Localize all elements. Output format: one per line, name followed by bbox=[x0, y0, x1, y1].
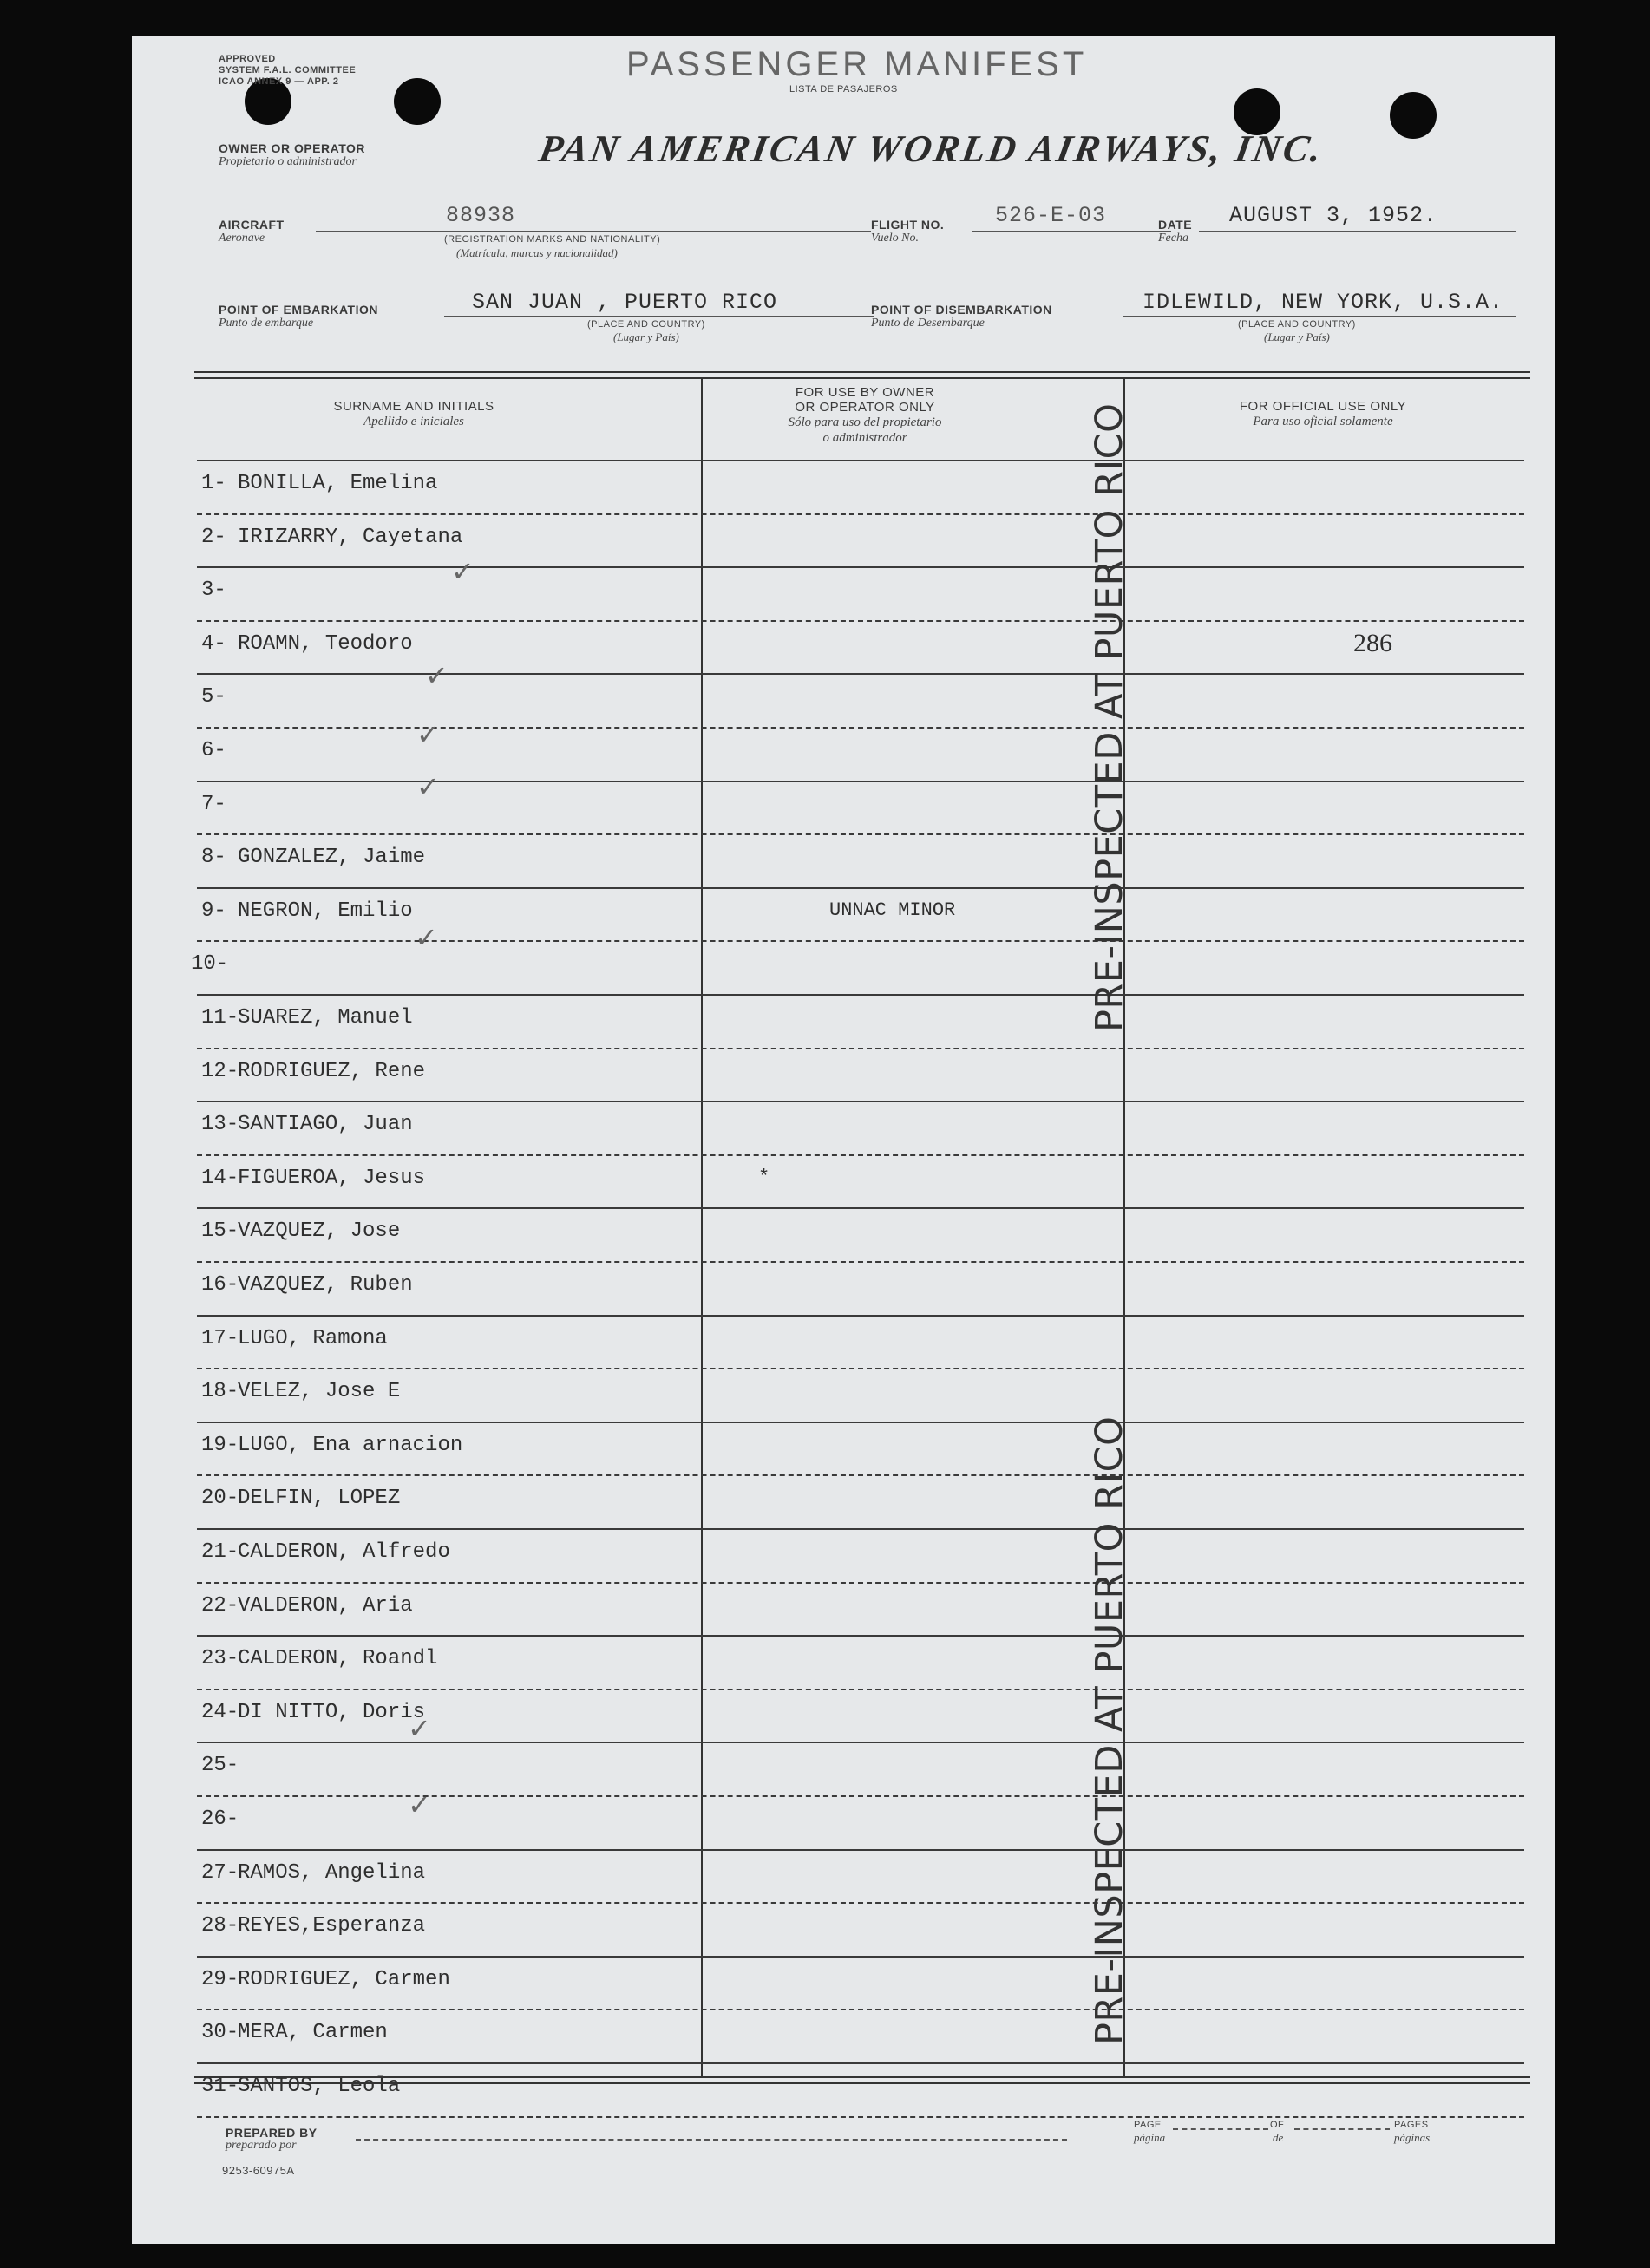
registration-note: (REGISTRATION MARKS AND NATIONALITY) bbox=[444, 234, 661, 245]
embarkation-underline bbox=[444, 316, 874, 317]
passenger-number: 14- bbox=[201, 1167, 239, 1190]
page-label: PAGE bbox=[1134, 2120, 1162, 2130]
column-title: FOR OFFICIAL USE ONLY bbox=[1239, 399, 1407, 414]
flight-value: 526-E-03 bbox=[995, 203, 1107, 228]
row-rule bbox=[197, 1795, 1524, 1797]
passenger-number: 21- bbox=[201, 1540, 239, 1564]
row-rule bbox=[197, 2116, 1524, 2118]
column-title: OR OPERATOR ONLY bbox=[795, 400, 935, 415]
passenger-name: VELEZ, Jose E bbox=[238, 1380, 401, 1403]
passenger-number: 20- bbox=[201, 1487, 239, 1510]
passenger-name: ROAMN, Teodoro bbox=[238, 632, 413, 656]
passenger-name: REYES,Esperanza bbox=[238, 1914, 426, 1938]
row-rule bbox=[197, 460, 1524, 461]
row-rule bbox=[197, 833, 1524, 835]
row-rule bbox=[197, 781, 1524, 782]
row-rule bbox=[197, 994, 1524, 996]
passenger-number: 24- bbox=[201, 1701, 239, 1724]
row-rule bbox=[197, 513, 1524, 515]
passenger-number: 1- bbox=[201, 472, 226, 495]
passenger-name: IRIZARRY, Cayetana bbox=[238, 526, 463, 549]
passenger-name: LUGO, Ena arnacion bbox=[238, 1434, 463, 1457]
passenger-number: 30- bbox=[201, 2021, 239, 2044]
aircraft-label-es: Aeronave bbox=[219, 232, 265, 245]
column-title: SURNAME AND INITIALS bbox=[333, 399, 494, 414]
row-rule bbox=[197, 1422, 1524, 1423]
row-rule bbox=[197, 566, 1524, 568]
row-rule bbox=[197, 2009, 1524, 2010]
column-title-es: Para uso oficial solamente bbox=[1253, 415, 1393, 428]
passenger-name: NEGRON, Emilio bbox=[238, 899, 413, 923]
passenger-number: 23- bbox=[201, 1647, 239, 1670]
disembarkation-label: POINT OF DISEMBARKATION bbox=[871, 303, 1052, 317]
passenger-number: 22- bbox=[201, 1594, 239, 1618]
pre-inspection-stamp: PRE-INSPECTED AT PUERTO RICO bbox=[1088, 1415, 1131, 2045]
passenger-number: 28- bbox=[201, 1914, 239, 1938]
row-rule bbox=[197, 1849, 1524, 1851]
row-rule bbox=[197, 1261, 1524, 1263]
operator-remark: * bbox=[758, 1167, 770, 1188]
passenger-name: RODRIGUEZ, Carmen bbox=[238, 1968, 450, 1991]
passenger-name: SANTIAGO, Juan bbox=[238, 1113, 413, 1136]
punch-hole bbox=[1390, 92, 1437, 139]
of-line bbox=[1294, 2128, 1390, 2130]
manifest-sheet bbox=[132, 36, 1555, 2244]
check-mark: ✓ bbox=[408, 1712, 431, 1745]
passenger-name: CALDERON, Roandl bbox=[238, 1647, 438, 1670]
embarkation-label-es: Punto de embarque bbox=[219, 317, 314, 330]
passenger-name: DELFIN, LOPEZ bbox=[238, 1487, 401, 1510]
registration-note-es: (Matrícula, marcas y nacionalidad) bbox=[456, 246, 618, 259]
place-note-es: (Lugar y País) bbox=[1264, 330, 1330, 343]
date-value: AUGUST 3, 1952. bbox=[1229, 203, 1438, 228]
approval-line: ICAO ANNEX 9 — APP. 2 bbox=[219, 76, 339, 87]
passenger-name: VAZQUEZ, Jose bbox=[238, 1219, 401, 1243]
column-divider bbox=[701, 378, 703, 2076]
aircraft-value: 88938 bbox=[446, 203, 516, 228]
row-rule bbox=[197, 1582, 1524, 1584]
passenger-name: GONZALEZ, Jaime bbox=[238, 846, 426, 869]
aircraft-underline bbox=[316, 231, 871, 232]
row-rule bbox=[197, 1048, 1524, 1049]
approval-line: APPROVED bbox=[219, 54, 276, 64]
passenger-number: 19- bbox=[201, 1434, 239, 1457]
row-rule bbox=[197, 673, 1524, 675]
row-rule bbox=[197, 1902, 1524, 1904]
column-title-es: Sólo para uso del propietario bbox=[788, 415, 942, 429]
check-mark: ✓ bbox=[416, 718, 440, 751]
passenger-number: 27- bbox=[201, 1861, 239, 1885]
passenger-name: LUGO, Ramona bbox=[238, 1327, 388, 1350]
passenger-number: 2- bbox=[201, 526, 226, 549]
place-note: (PLACE AND COUNTRY) bbox=[1238, 319, 1356, 330]
row-rule bbox=[197, 1635, 1524, 1637]
passenger-name: DI NITTO, Doris bbox=[238, 1701, 426, 1724]
row-rule bbox=[197, 1368, 1524, 1369]
disembarkation-label-es: Punto de Desembarque bbox=[871, 317, 985, 330]
pages-label: PAGES bbox=[1394, 2120, 1429, 2130]
row-rule bbox=[197, 1207, 1524, 1209]
check-mark: ✓ bbox=[416, 770, 440, 803]
passenger-number: 26- bbox=[201, 1807, 239, 1831]
row-rule bbox=[197, 1956, 1524, 1958]
passenger-number: 29- bbox=[201, 1968, 239, 1991]
owner-label-es: Propietario o administrador bbox=[219, 155, 357, 168]
passenger-number: 18- bbox=[201, 1380, 239, 1403]
passenger-number: 11- bbox=[201, 1006, 239, 1029]
page-label-es: página bbox=[1134, 2131, 1166, 2144]
pages-label-es: páginas bbox=[1394, 2131, 1431, 2144]
passenger-number: 13- bbox=[201, 1113, 239, 1136]
operator-name: PAN AMERICAN WORLD AIRWAYS, INC. bbox=[535, 127, 1328, 170]
column-title-es: o administrador bbox=[822, 431, 907, 445]
operator-remark: UNNAC MINOR bbox=[829, 899, 956, 921]
page-title: PASSENGER MANIFEST bbox=[626, 45, 1088, 83]
of-label-es: de bbox=[1273, 2131, 1284, 2144]
row-rule bbox=[197, 1689, 1524, 1690]
passenger-name: VAZQUEZ, Ruben bbox=[238, 1273, 413, 1297]
place-note: (PLACE AND COUNTRY) bbox=[587, 319, 705, 330]
date-label: DATE bbox=[1158, 218, 1193, 232]
row-rule bbox=[197, 887, 1524, 889]
row-rule bbox=[197, 1154, 1524, 1156]
passenger-name: RAMOS, Angelina bbox=[238, 1861, 426, 1885]
passenger-number: 17- bbox=[201, 1327, 239, 1350]
embarkation-value: SAN JUAN , PUERTO RICO bbox=[472, 290, 778, 315]
embarkation-label: POINT OF EMBARKATION bbox=[219, 303, 378, 317]
passenger-number: 3- bbox=[201, 578, 226, 602]
check-mark: ✓ bbox=[425, 659, 449, 692]
row-rule bbox=[197, 620, 1524, 622]
row-rule bbox=[197, 1528, 1524, 1530]
passenger-number: 5- bbox=[201, 685, 226, 709]
prepared-by-label: PREPARED BY bbox=[226, 2126, 318, 2140]
column-title: FOR USE BY OWNER bbox=[795, 385, 935, 400]
passenger-number: 9- bbox=[201, 899, 226, 923]
passenger-number: 10- bbox=[191, 952, 229, 976]
passenger-number: 31- bbox=[201, 2075, 239, 2098]
pre-inspection-stamp: PRE-INSPECTED AT PUERTO RICO bbox=[1088, 402, 1131, 1032]
disembarkation-value: IDLEWILD, NEW YORK, U.S.A. bbox=[1143, 290, 1504, 315]
row-rule bbox=[197, 1474, 1524, 1476]
prepared-by-line bbox=[356, 2139, 1067, 2141]
passenger-name: SANTOS, Leola bbox=[238, 2075, 401, 2098]
place-note-es: (Lugar y País) bbox=[613, 330, 679, 343]
passenger-name: CALDERON, Alfredo bbox=[238, 1540, 450, 1564]
passenger-number: 6- bbox=[201, 739, 226, 762]
passenger-number: 12- bbox=[201, 1060, 239, 1083]
flight-label-es: Vuelo No. bbox=[871, 232, 919, 245]
flight-label: FLIGHT NO. bbox=[871, 218, 945, 232]
flight-underline bbox=[972, 231, 1171, 232]
passenger-number: 7- bbox=[201, 793, 226, 816]
of-label: OF bbox=[1270, 2120, 1285, 2130]
table-bottom-rule bbox=[194, 2076, 1530, 2084]
table-top-rule bbox=[194, 371, 1530, 379]
check-mark: ✓ bbox=[451, 555, 475, 588]
approval-note bbox=[219, 54, 356, 88]
approval-line: SYSTEM F.A.L. COMMITTEE bbox=[219, 65, 357, 75]
check-mark: ✓ bbox=[415, 921, 438, 954]
prepared-by-label-es: preparado por bbox=[226, 2139, 297, 2152]
passenger-number: 15- bbox=[201, 1219, 239, 1243]
passenger-name: BONILLA, Emelina bbox=[238, 472, 438, 495]
surname-column-header bbox=[201, 399, 626, 429]
passenger-number: 16- bbox=[201, 1273, 239, 1297]
official-entry: 286 bbox=[1353, 629, 1392, 657]
column-title-es: Apellido e iniciales bbox=[363, 415, 464, 428]
row-rule bbox=[197, 940, 1524, 942]
form-number: 9253-60975A bbox=[222, 2164, 295, 2177]
check-mark: ✓ bbox=[408, 1788, 431, 1821]
passenger-name: RODRIGUEZ, Rene bbox=[238, 1060, 426, 1083]
row-rule bbox=[197, 1315, 1524, 1317]
row-rule bbox=[197, 2062, 1524, 2064]
page-line bbox=[1173, 2128, 1268, 2130]
passenger-number: 25- bbox=[201, 1754, 239, 1777]
disembarkation-underline bbox=[1123, 316, 1516, 317]
row-rule bbox=[197, 1742, 1524, 1743]
punch-hole bbox=[394, 78, 441, 125]
date-underline bbox=[1199, 231, 1516, 232]
row-rule bbox=[197, 1101, 1524, 1102]
date-label-es: Fecha bbox=[1158, 232, 1188, 245]
row-rule bbox=[197, 727, 1524, 729]
passenger-name: MERA, Carmen bbox=[238, 2021, 388, 2044]
passenger-number: 4- bbox=[201, 632, 226, 656]
passenger-name: FIGUEROA, Jesus bbox=[238, 1167, 426, 1190]
passenger-name: VALDERON, Aria bbox=[238, 1594, 413, 1618]
aircraft-label: AIRCRAFT bbox=[219, 218, 285, 232]
page-title-es: LISTA DE PASAJEROS bbox=[789, 84, 898, 95]
passenger-name: SUAREZ, Manuel bbox=[238, 1006, 413, 1029]
owner-label: OWNER OR OPERATOR bbox=[219, 141, 365, 155]
owner-use-column-header bbox=[704, 385, 1025, 446]
official-use-column-header bbox=[1128, 399, 1518, 429]
passenger-number: 8- bbox=[201, 846, 226, 869]
